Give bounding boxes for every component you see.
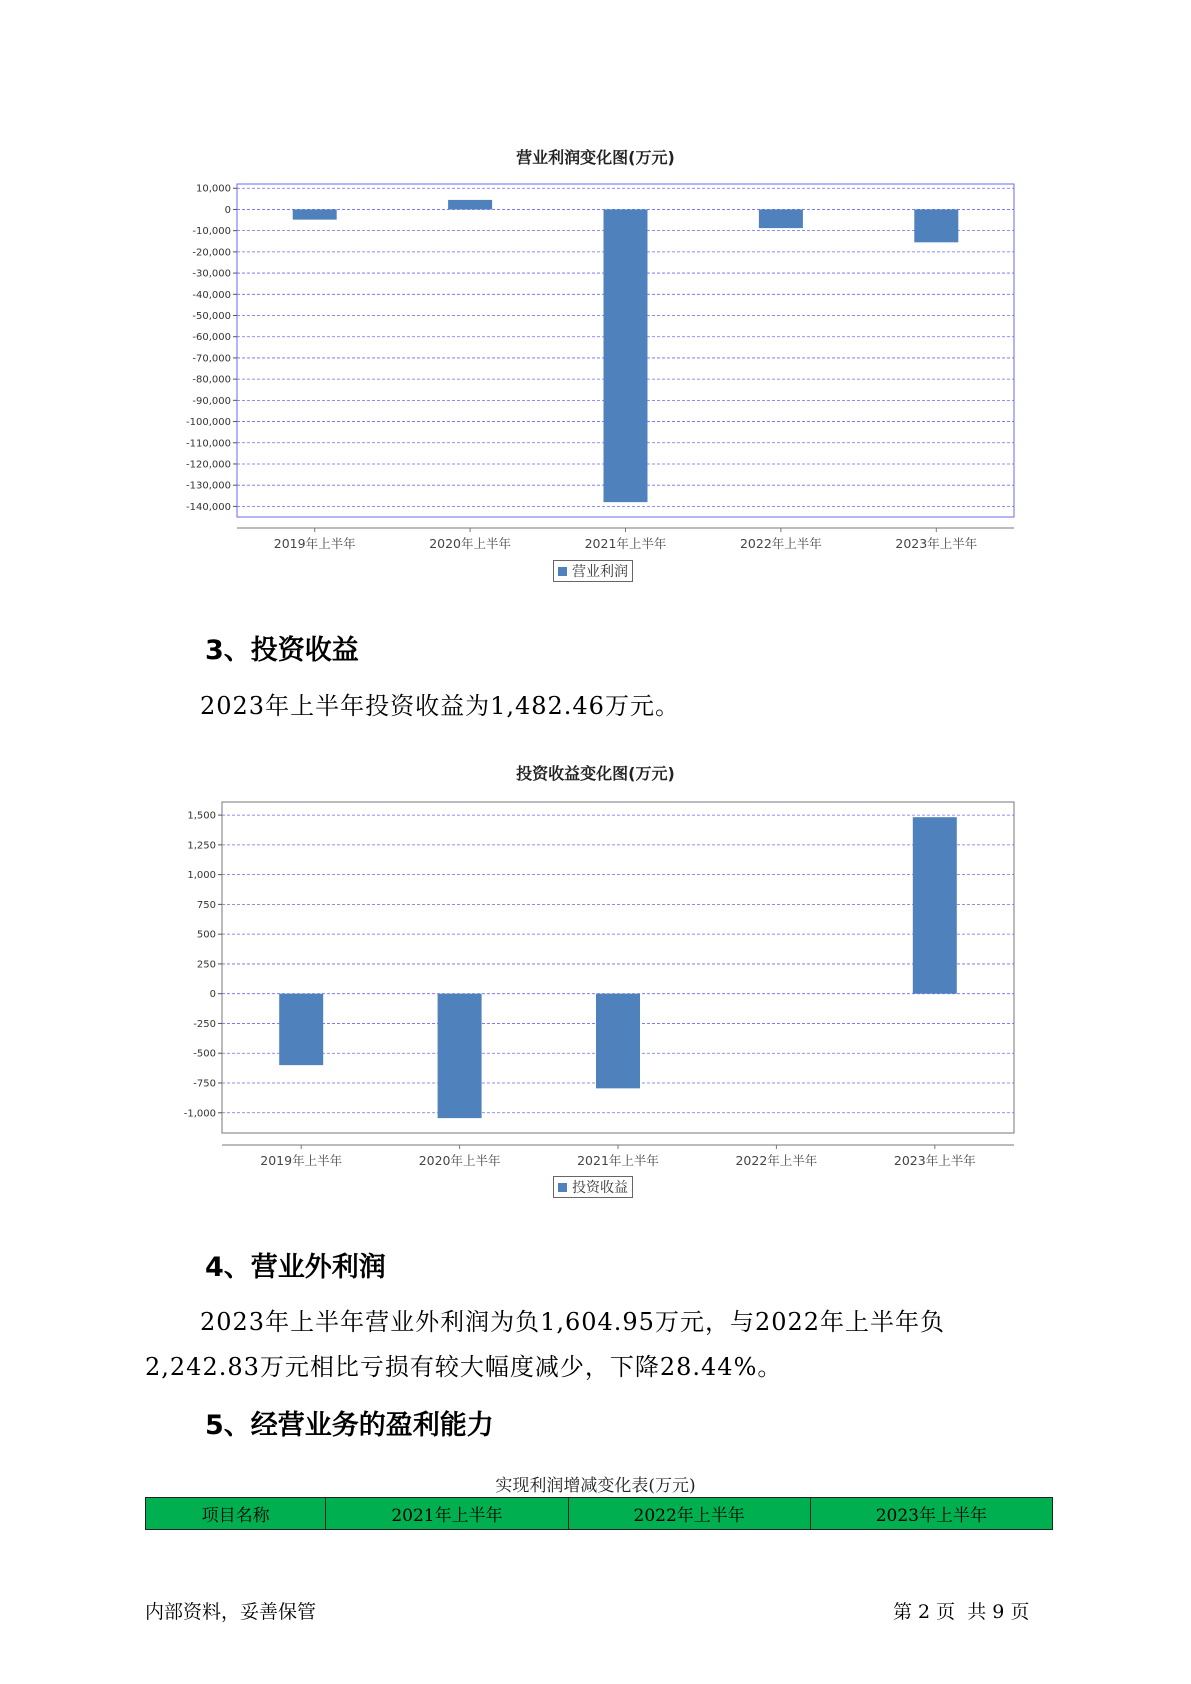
chart1-ytick-label: 10,000 [196,183,231,195]
chart1-ytick-label: -100,000 [186,417,231,429]
chart1-ytick-label: -80,000 [192,374,231,386]
chart2-ytick-label: -750 [193,1078,216,1090]
chart1-ytick-label: -120,000 [186,459,231,471]
chart2-xtick-label: 2019年上半年 [260,1153,343,1168]
chart2-bar [913,817,957,994]
chart1-ytick-label: -60,000 [192,332,231,344]
table-header-cell: 2022年上半年 [568,1498,810,1530]
chart1-ytick-label: 0 [224,204,231,216]
chart2-ytick-label: 500 [196,929,216,941]
chart2-ytick-label: -500 [193,1048,216,1060]
chart2-title: 投资收益变化图(万元) [516,764,675,783]
chart2-ytick-label: 1,500 [187,810,216,822]
chart1-xtick-label: 2023年上半年 [895,536,978,551]
section5-heading: 5、经营业务的盈利能力 [205,1410,494,1441]
chart1-ytick-label: -10,000 [192,226,231,238]
chart2-ytick-label: 1,250 [187,840,216,852]
table-caption: 实现利润增减变化表(万元) [495,1476,696,1496]
chart1-ytick-label: -70,000 [192,353,231,365]
profit-change-table [145,1497,1053,1530]
chart1-xtick-label: 2020年上半年 [429,536,512,551]
chart1-xtick-label: 2021年上半年 [584,536,667,551]
chart2-bar [438,994,482,1118]
chart1-xtick-label: 2022年上半年 [739,536,822,551]
section4-heading: 4、营业外利润 [205,1252,386,1283]
footer-page-number: 第 2 页 共 9 页 [893,1601,1030,1623]
chart2-xtick-label: 2020年上半年 [418,1153,501,1168]
chart2-legend-label: 投资收益 [572,1180,628,1196]
section3-heading: 3、投资收益 [205,635,359,666]
legend-swatch [558,1183,567,1192]
chart1-xtick-label: 2019年上半年 [273,536,356,551]
chart2-xtick-label: 2021年上半年 [577,1153,659,1168]
chart2-bar [279,994,323,1065]
footer-left: 内部资料，妥善保管 [145,1601,317,1623]
chart1-ytick-label: -50,000 [192,311,231,323]
table-header-row [146,1498,1053,1530]
chart1-ytick-label: -140,000 [186,501,231,513]
chart2-ytick-label: 1,000 [187,870,216,882]
chart2-bar [596,994,640,1089]
chart1-title: 营业利润变化图(万元) [516,148,675,167]
chart1-ytick-label: -110,000 [186,438,231,450]
chart1-legend-label: 营业利润 [572,564,628,580]
chart1-ytick-label: -130,000 [186,480,231,492]
table-header-cell: 2021年上半年 [326,1498,568,1530]
chart2-xtick-label: 2022年上半年 [735,1153,818,1168]
chart2-ytick-label: -250 [193,1018,216,1030]
chart2-ytick-label: 750 [196,899,216,911]
chart2-ytick-label: 250 [196,959,216,971]
chart2-xtick-label: 2023年上半年 [893,1153,976,1168]
section4-line2: 2,242.83万元相比亏损有较大幅度减少，下降28.44%。 [145,1353,783,1381]
chart1-ytick-label: -90,000 [192,395,231,407]
chart2-ytick-label: -1,000 [183,1108,216,1120]
chart2-ytick-label: 0 [209,989,216,1001]
chart2-legend [553,1176,633,1198]
chart1-ytick-label: -40,000 [192,289,231,301]
chart1-ytick-label: -30,000 [192,268,231,280]
section3-text: 2023年上半年投资收益为1,482.46万元。 [200,692,680,720]
table-header-cell: 2023年上半年 [810,1498,1052,1530]
table-header-cell: 项目名称 [146,1498,326,1530]
chart1-ytick-label: -20,000 [192,247,231,259]
section4-line1: 2023年上半年营业外利润为负1,604.95万元，与2022年上半年负 [200,1308,946,1336]
